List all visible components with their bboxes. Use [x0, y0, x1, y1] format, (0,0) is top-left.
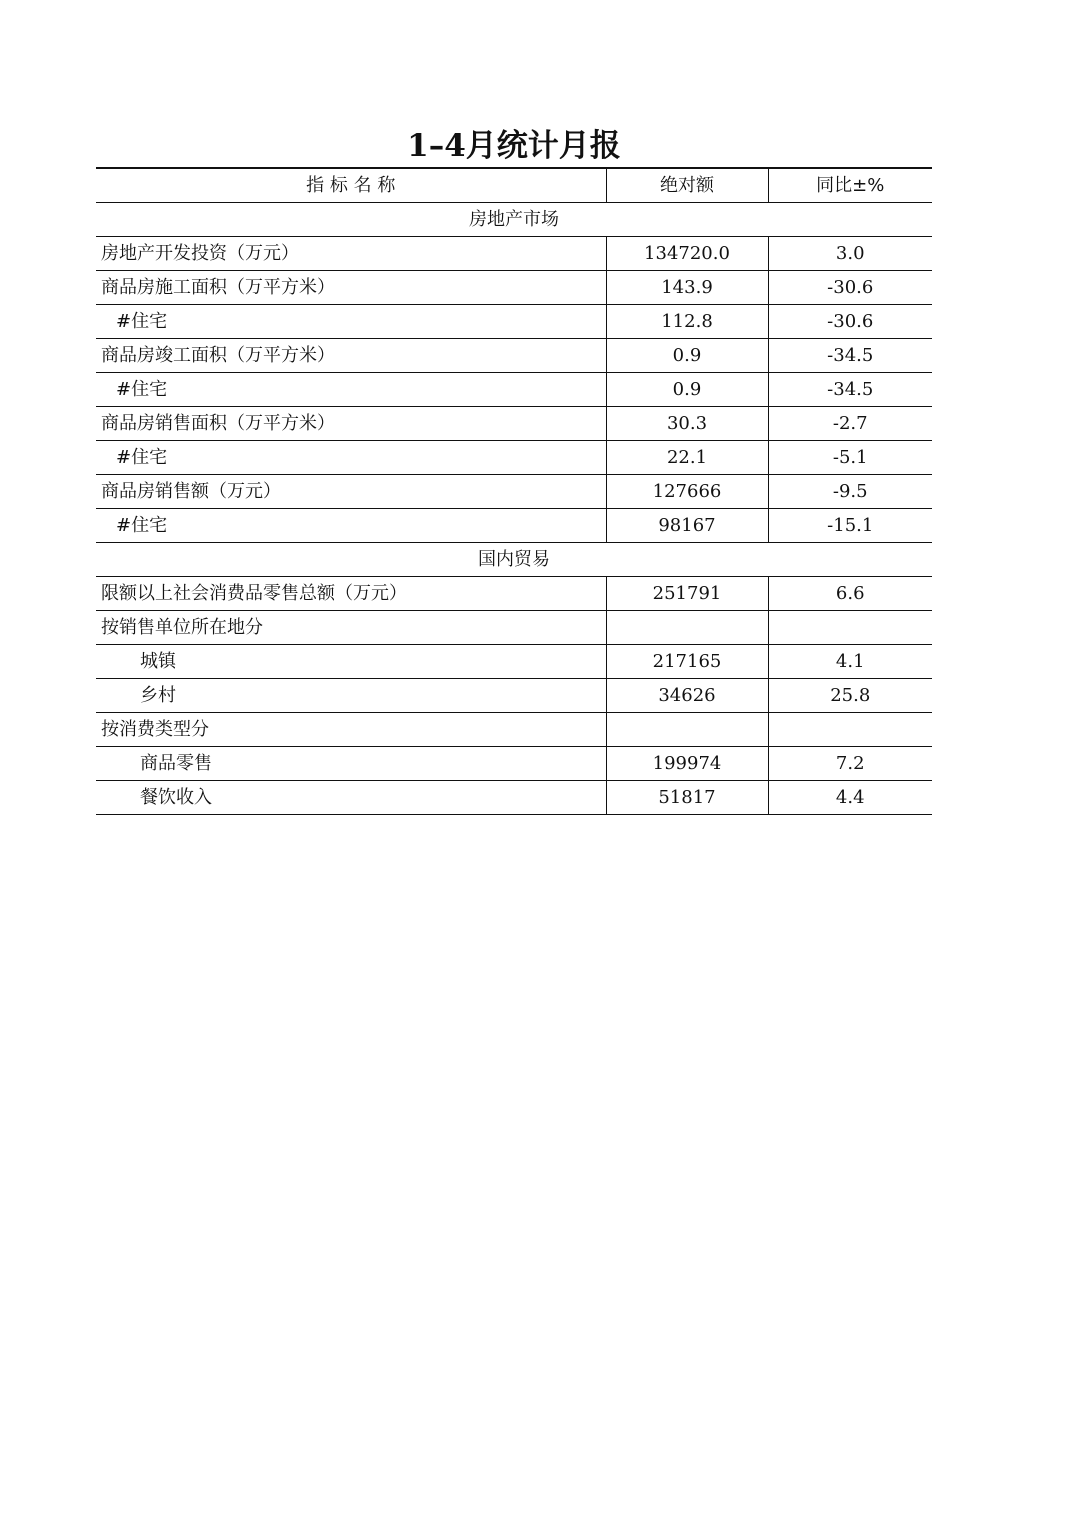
indicator-name: #住宅	[96, 441, 606, 475]
table-row	[96, 339, 932, 373]
indicator-name: 商品房施工面积（万平方米）	[96, 271, 606, 305]
yoy-change: 4.4	[768, 781, 932, 815]
report-title: 1–4月统计月报	[407, 128, 621, 164]
yoy-change: -9.5	[768, 475, 932, 509]
yoy-change	[768, 713, 932, 747]
absolute-value: 134720.0	[606, 237, 768, 271]
section-title: 房地产市场	[96, 203, 932, 237]
yoy-change: -2.7	[768, 407, 932, 441]
absolute-value: 34626	[606, 679, 768, 713]
yoy-change: -34.5	[768, 373, 932, 407]
table-row	[96, 271, 932, 305]
indicator-name: 商品房销售面积（万平方米）	[96, 407, 606, 441]
table-row	[96, 509, 932, 543]
yoy-change: -30.6	[768, 305, 932, 339]
yoy-change	[768, 611, 932, 645]
table-row	[96, 577, 932, 611]
yoy-change: -30.6	[768, 271, 932, 305]
section-title: 国内贸易	[96, 543, 932, 577]
indicator-name: 商品房销售额（万元）	[96, 475, 606, 509]
table-row	[96, 237, 932, 271]
header-indicator-name: 指 标 名 称	[96, 168, 606, 203]
table-row	[96, 373, 932, 407]
absolute-value	[606, 713, 768, 747]
absolute-value: 199974	[606, 747, 768, 781]
yoy-change: -5.1	[768, 441, 932, 475]
header-yoy-change: 同比±%	[768, 168, 932, 203]
table-row	[96, 781, 932, 815]
statistics-table	[96, 167, 932, 815]
indicator-name: 城镇	[96, 645, 606, 679]
yoy-change: -34.5	[768, 339, 932, 373]
table-header-row	[96, 168, 932, 203]
indicator-name: 按消费类型分	[96, 713, 606, 747]
indicator-name: 按销售单位所在地分	[96, 611, 606, 645]
absolute-value: 51817	[606, 781, 768, 815]
indicator-name: 餐饮收入	[96, 781, 606, 815]
table-body	[96, 203, 932, 815]
table-row	[96, 407, 932, 441]
absolute-value: 112.8	[606, 305, 768, 339]
indicator-name: #住宅	[96, 509, 606, 543]
indicator-name: #住宅	[96, 305, 606, 339]
absolute-value: 0.9	[606, 373, 768, 407]
table-row	[96, 679, 932, 713]
table-row	[96, 645, 932, 679]
indicator-name: 商品房竣工面积（万平方米）	[96, 339, 606, 373]
section-header-row	[96, 543, 932, 577]
absolute-value: 0.9	[606, 339, 768, 373]
yoy-change: -15.1	[768, 509, 932, 543]
yoy-change: 25.8	[768, 679, 932, 713]
table-row	[96, 713, 932, 747]
absolute-value: 22.1	[606, 441, 768, 475]
table-row	[96, 611, 932, 645]
absolute-value	[606, 611, 768, 645]
table-row	[96, 747, 932, 781]
absolute-value: 98167	[606, 509, 768, 543]
yoy-change: 3.0	[768, 237, 932, 271]
yoy-change: 7.2	[768, 747, 932, 781]
indicator-name: 乡村	[96, 679, 606, 713]
indicator-name: 限额以上社会消费品零售总额（万元）	[96, 577, 606, 611]
table-row	[96, 305, 932, 339]
table-row	[96, 441, 932, 475]
indicator-name: 房地产开发投资（万元）	[96, 237, 606, 271]
absolute-value: 30.3	[606, 407, 768, 441]
absolute-value: 127666	[606, 475, 768, 509]
section-header-row	[96, 203, 932, 237]
header-absolute-value: 绝对额	[606, 168, 768, 203]
absolute-value: 143.9	[606, 271, 768, 305]
absolute-value: 217165	[606, 645, 768, 679]
table-row	[96, 475, 932, 509]
indicator-name: #住宅	[96, 373, 606, 407]
absolute-value: 251791	[606, 577, 768, 611]
yoy-change: 4.1	[768, 645, 932, 679]
yoy-change: 6.6	[768, 577, 932, 611]
indicator-name: 商品零售	[96, 747, 606, 781]
